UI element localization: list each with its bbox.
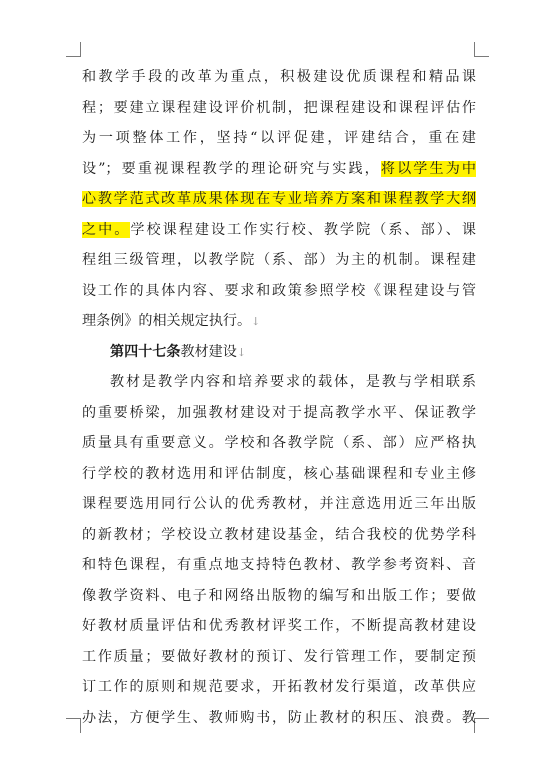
highlighted-text: 心教学范式改革成果体现在专业培养方案和课程教学大纲 <box>82 191 476 207</box>
text-line: 课程要选用同行公认的优秀教材，并注意选用近三年出版 <box>82 496 476 512</box>
text-span: 理条例》的相关规定执行。 <box>82 313 252 329</box>
highlighted-text: 之中。 <box>82 221 131 238</box>
text-line: 教材是教学内容和培养要求的载体，是教与学相联系 <box>110 374 476 390</box>
highlighted-text: 将以学生为中 <box>380 160 476 177</box>
margin-corner-mark-top-right <box>474 42 489 57</box>
text-line: 和特色课程，有重点地支持特色教材、教学参考资料、音 <box>82 557 476 573</box>
text-line <box>82 215 476 246</box>
text-line: 设工作的具体内容、要求和政策参照学校《课程建设与管 <box>82 282 476 299</box>
paragraph-mark-icon: ↓ <box>236 345 247 359</box>
body-text[interactable] <box>82 62 476 733</box>
text-line: 行学校的教材选用和评估制度，核心基础课程和专业主修 <box>82 465 476 482</box>
text-line: 质量具有重要意义。学校和各教学院（系、部）应严格执 <box>82 435 476 451</box>
text-line: 为一项整体工作，坚持“以评促建，评建结合，重在建 <box>82 130 476 146</box>
margin-corner-mark-bottom-left <box>66 718 81 733</box>
text-line: 程组三级管理，以教学院（系、部）为主的机制。课程建 <box>82 252 476 268</box>
text-line: 订工作的原则和规范要求，开拓教材发行渠道，改革供应 <box>82 679 476 695</box>
text-line: 办法，方便学生、教师购书，防止教材的积压、浪费。教 <box>82 709 476 726</box>
text-line: 和教学手段的改革为重点，积极建设优质课程和精品课 <box>82 69 476 85</box>
text-line <box>82 154 476 185</box>
text-line: 好教材质量评估和优秀教材评奖工作，不断提高教材建设 <box>82 618 476 634</box>
text-line <box>82 184 476 215</box>
text-line: 像教学资料、电子和网络出版物的编写和出版工作；要做 <box>82 587 476 604</box>
margin-corner-mark-bottom-right <box>474 718 489 733</box>
text-line <box>82 306 476 337</box>
margin-corner-mark-top-left <box>66 42 81 57</box>
text-line: 的新教材；学校设立教材建设基金，结合我校的优势学科 <box>82 526 476 543</box>
text-span: 设”；要重视课程教学的理论研究与实践， <box>82 160 381 177</box>
text-line: 程；要建立课程建设评价机制，把课程建设和课程评估作 <box>82 99 476 116</box>
article-number: 第四十七条 <box>110 343 181 360</box>
article-title: 教材建设 <box>180 343 237 360</box>
text-span: 学校课程建设工作实行校、教学院（系、部）、课 <box>130 221 476 238</box>
text-line: 的重要桥梁，加强教材建设对于提高教学水平、保证教学 <box>82 404 476 421</box>
article-heading <box>82 337 476 368</box>
text-line: 工作质量；要做好教材的预订、发行管理工作，要制定预 <box>82 648 476 665</box>
paragraph-mark-icon: ↓ <box>251 315 261 328</box>
